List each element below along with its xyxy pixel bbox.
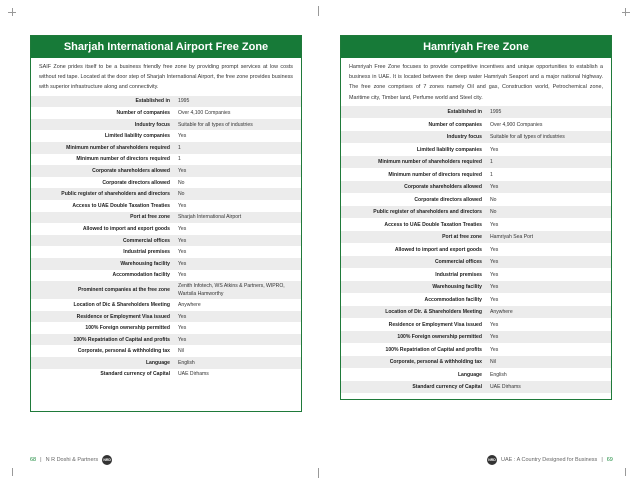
table-row (341, 256, 611, 269)
row-label: Accommodation facility (341, 293, 486, 306)
table-row (341, 318, 611, 331)
row-label: Location of Dic & Shareholders Meeting (31, 299, 174, 311)
row-label: Warehousing facility (31, 258, 174, 270)
table-row (31, 235, 301, 247)
table-row (31, 130, 301, 142)
panel-title: Hamriyah Free Zone (341, 36, 611, 58)
row-label: Public register of shareholders and directors (31, 188, 174, 200)
footer-text: UAE : A Country Designed for Business (501, 457, 598, 463)
row-label: 100% Repatriation of Capital and profits (341, 343, 486, 356)
saif-zone-panel (30, 35, 302, 412)
table-row (341, 106, 611, 119)
row-label: Industrial premises (341, 268, 486, 281)
crop-mark (318, 468, 319, 478)
table-row (341, 243, 611, 256)
row-value: Zenith Infotech, WS Atkins & Partners, WIPRO, Wartsila Hamworthy (174, 281, 301, 299)
table-row (31, 258, 301, 270)
row-value: Yes (486, 331, 611, 344)
table-row (341, 381, 611, 394)
table-row (31, 299, 301, 311)
table-row (31, 322, 301, 334)
row-label: Established in (31, 96, 174, 108)
table-row (31, 345, 301, 357)
row-value: Yes (486, 181, 611, 194)
panel-title: Sharjah International Airport Free Zone (31, 36, 301, 58)
row-label: Commercial offices (31, 235, 174, 247)
nrd-logo-icon: NRD (102, 455, 112, 465)
row-label: Residence or Employment Visa issued (341, 318, 486, 331)
row-label: Access to UAE Double Taxation Treaties (341, 218, 486, 231)
row-value: Suitable for all types of industries (486, 131, 611, 144)
row-label: Language (31, 357, 174, 369)
row-label: Standard currency of Capital (31, 369, 174, 381)
table-row (31, 357, 301, 369)
table-row (31, 334, 301, 346)
row-value: UAE Dirhams (174, 369, 301, 381)
table-row (31, 223, 301, 235)
row-label: Minimum number of directors required (341, 168, 486, 181)
row-value: No (486, 206, 611, 219)
page-number: 69 (606, 457, 613, 463)
row-value: Suitable for all types of industries (174, 119, 301, 131)
table-row (31, 177, 301, 189)
row-value: UAE Dirhams (486, 381, 611, 394)
panel-intro: Hamriyah Free Zone focuses to provide competitive incentives and unique opportunities to establish a business in UAE. It is located between the deep water Hamriyah Seaport and a major national highway. The free zone comprises of 7 zones namely Oil and gas, Construction world, Petrochemical zone, Maritime city, Timber land, Perfume world and Steel city. (349, 64, 603, 101)
table-row (31, 154, 301, 166)
row-value: Yes (486, 143, 611, 156)
table-row (31, 281, 301, 299)
row-value: Nil (174, 345, 301, 357)
row-label: Language (341, 368, 486, 381)
row-value: Yes (486, 343, 611, 356)
row-value: Yes (486, 256, 611, 269)
row-value: Yes (174, 311, 301, 323)
row-value: No (174, 188, 301, 200)
row-value: Yes (174, 165, 301, 177)
row-value: Yes (486, 293, 611, 306)
row-label: 100% Foreign ownership permitted (31, 322, 174, 334)
table-row (31, 369, 301, 381)
row-label: Corporate shareholders allowed (31, 165, 174, 177)
separator: | (601, 457, 603, 463)
table-row (31, 119, 301, 131)
row-value: No (174, 177, 301, 189)
table-row (31, 107, 301, 119)
row-label: Commercial offices (341, 256, 486, 269)
table-row (31, 246, 301, 258)
row-value: Anywhere (174, 299, 301, 311)
row-label: Corporate shareholders allowed (341, 181, 486, 194)
row-value: 1 (174, 142, 301, 154)
row-value: Yes (174, 246, 301, 258)
row-label: Allowed to import and export goods (341, 243, 486, 256)
row-label: Limited liability companies (341, 143, 486, 156)
table-row (341, 206, 611, 219)
footer-right (487, 455, 613, 465)
row-value: Yes (486, 281, 611, 294)
row-label: Corporate, personal & withholding tax (341, 356, 486, 369)
row-label: Minimum number of directors required (31, 154, 174, 166)
row-label: Prominent companies at the free zone (31, 281, 174, 299)
nrd-logo-icon: NRD (487, 455, 497, 465)
table-row (31, 200, 301, 212)
row-value: Yes (486, 318, 611, 331)
row-label: Number of companies (341, 118, 486, 131)
row-value: Yes (174, 270, 301, 282)
row-value: Yes (486, 218, 611, 231)
row-label: Warehousing facility (341, 281, 486, 294)
row-label: Limited liability companies (31, 130, 174, 142)
table-row (31, 165, 301, 177)
table-row (31, 142, 301, 154)
row-value: 1995 (486, 106, 611, 119)
separator: | (40, 457, 42, 463)
table-row (341, 268, 611, 281)
table-row (341, 193, 611, 206)
table-row (341, 306, 611, 319)
row-label: Residence or Employment Visa issued (31, 311, 174, 323)
row-label: Location of Dir. & Shareholders Meeting (341, 306, 486, 319)
facts-table (341, 106, 611, 394)
table-row (341, 293, 611, 306)
row-label: Industry focus (341, 131, 486, 144)
table-row (341, 281, 611, 294)
row-value: Yes (174, 130, 301, 142)
row-value: Yes (174, 258, 301, 270)
table-row (341, 231, 611, 244)
table-row (31, 311, 301, 323)
row-label: Minimum number of shareholders required (341, 156, 486, 169)
row-value: Over 4,900 Companies (486, 118, 611, 131)
footer-text: N R Doshi & Partners (45, 457, 99, 463)
row-value: 1 (486, 156, 611, 169)
table-row (341, 143, 611, 156)
row-value: Anywhere (486, 306, 611, 319)
hamriyah-zone-panel (340, 35, 612, 400)
row-label: Corporate directors allowed (31, 177, 174, 189)
row-label: 100% Repatriation of Capital and profits (31, 334, 174, 346)
row-value: Hamriyah Sea Port (486, 231, 611, 244)
row-label: Port at free zone (341, 231, 486, 244)
row-label: Number of companies (31, 107, 174, 119)
row-value: Yes (486, 243, 611, 256)
table-row (341, 356, 611, 369)
facts-table (31, 96, 301, 381)
row-value: Over 4,100 Companies (174, 107, 301, 119)
row-label: Established in (341, 106, 486, 119)
row-value: Yes (174, 200, 301, 212)
row-label: Public register of shareholders and directors (341, 206, 486, 219)
crop-mark (622, 12, 630, 13)
table-row (341, 156, 611, 169)
table-row (341, 181, 611, 194)
row-value: Sharjah International Airport (174, 212, 301, 224)
table-row (341, 218, 611, 231)
crop-mark (8, 12, 16, 13)
crop-mark (625, 468, 626, 476)
row-value: Yes (486, 268, 611, 281)
table-row (31, 96, 301, 108)
table-row (31, 188, 301, 200)
row-label: Minimum number of shareholders required (31, 142, 174, 154)
crop-mark (12, 468, 13, 476)
row-label: Port at free zone (31, 212, 174, 224)
row-label: 100% Foreign ownership permitted (341, 331, 486, 344)
table-row (341, 368, 611, 381)
table-row (341, 168, 611, 181)
row-value: 1 (174, 154, 301, 166)
row-label: Corporate directors allowed (341, 193, 486, 206)
row-value: 1995 (174, 96, 301, 108)
table-row (341, 343, 611, 356)
table-row (31, 212, 301, 224)
row-value: Yes (174, 223, 301, 235)
row-value: 1 (486, 168, 611, 181)
table-row (31, 270, 301, 282)
row-value: Nil (486, 356, 611, 369)
row-label: Accommodation facility (31, 270, 174, 282)
page-number: 68 (30, 457, 37, 463)
row-value: Yes (174, 235, 301, 247)
crop-mark (318, 6, 319, 16)
row-value: No (486, 193, 611, 206)
row-label: Allowed to import and export goods (31, 223, 174, 235)
row-label: Industrial premises (31, 246, 174, 258)
row-value: Yes (174, 334, 301, 346)
table-row (341, 131, 611, 144)
row-value: English (174, 357, 301, 369)
row-label: Access to UAE Double Taxation Treaties (31, 200, 174, 212)
table-row (341, 118, 611, 131)
row-value: Yes (174, 322, 301, 334)
row-value: English (486, 368, 611, 381)
row-label: Corporate, personal & withholding tax (31, 345, 174, 357)
table-row (341, 331, 611, 344)
row-label: Standard currency of Capital (341, 381, 486, 394)
panel-intro: SAIF Zone prides itself to be a business friendly free zone by providing prompt services at low costs without red tape. Located at the door step of Sharjah International Airport, the free zone provides business with superior infrastructure along and connectivity. (39, 64, 293, 91)
footer-left (30, 455, 112, 465)
row-label: Industry focus (31, 119, 174, 131)
